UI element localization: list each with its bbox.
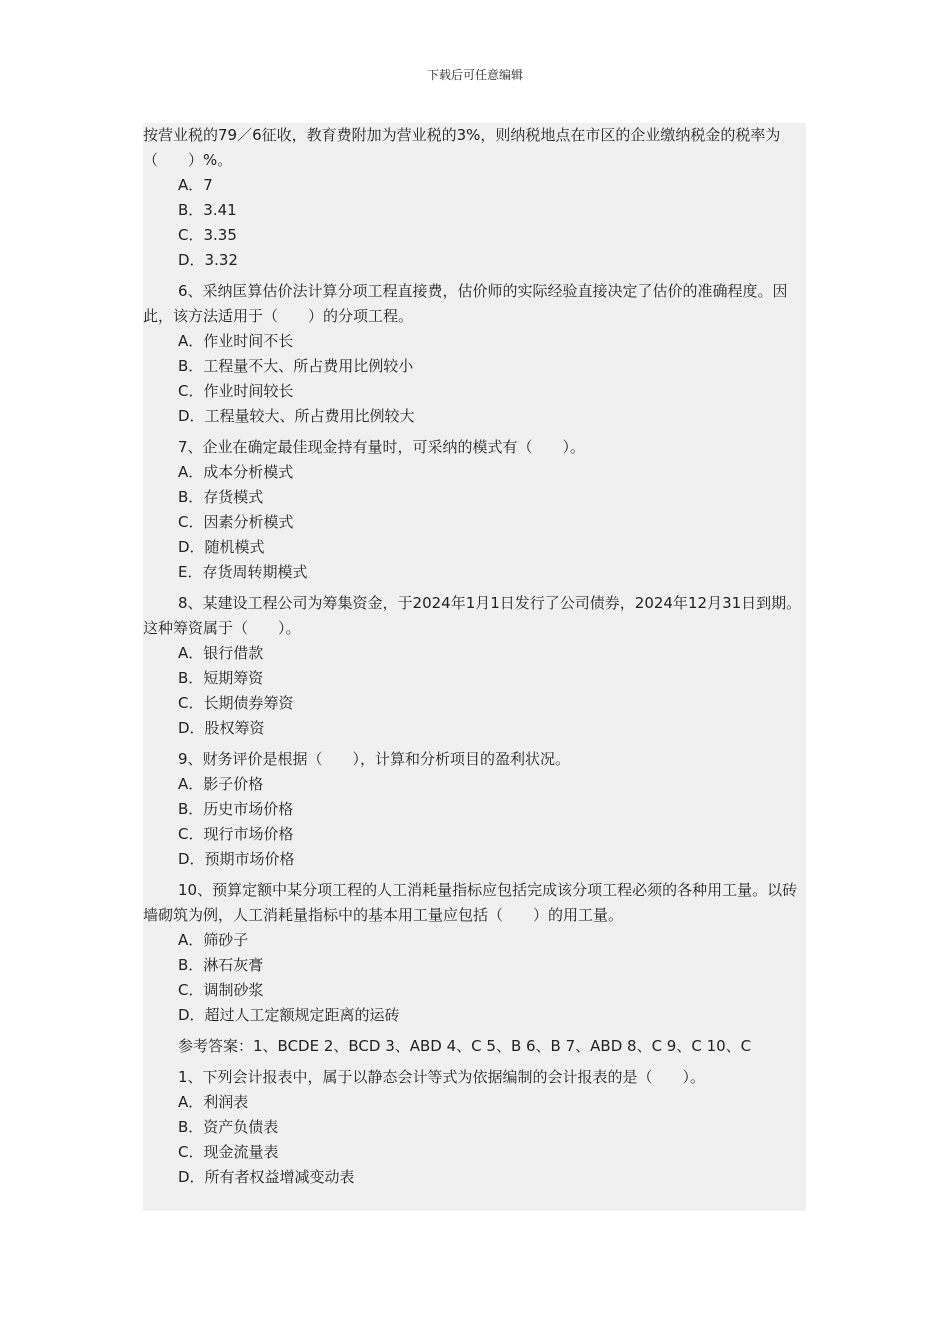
question-option: C．调制砂浆 — [178, 981, 264, 999]
question-option: D．3.32 — [178, 251, 238, 269]
question-stem: 1、下列会计报表中，属于以静态会计等式为依据编制的会计报表的是（ ）。 — [178, 1068, 706, 1086]
question-option: B．淋石灰膏 — [178, 956, 264, 974]
question-option: D．股权筹资 — [178, 719, 265, 737]
question-option: A．作业时间不长 — [178, 332, 294, 350]
question-option: D．预期市场价格 — [178, 850, 295, 868]
question-option: C．因素分析模式 — [178, 513, 294, 531]
question-content-block — [143, 123, 806, 1211]
question-stem: 10、预算定额中某分项工程的人工消耗量指标应包括完成该分项工程必须的各种用工量。以砖墙砌筑为例，人工消耗量指标中的基本用工量应包括（ ）的用工量。 — [143, 881, 798, 924]
question-option: C．现行市场价格 — [178, 825, 294, 843]
question-option: A．成本分析模式 — [178, 463, 294, 481]
question-option: D．工程量较大、所占费用比例较大 — [178, 407, 415, 425]
question-option: B．存货模式 — [178, 488, 264, 506]
question-option: B．历史市场价格 — [178, 800, 294, 818]
question-option: B．3.41 — [178, 201, 237, 219]
question-option: A．筛砂子 — [178, 931, 249, 949]
question-option: A．影子价格 — [178, 775, 264, 793]
question-stem: 7、企业在确定最佳现金持有量时，可采纳的模式有（ ）。 — [178, 438, 586, 456]
question-stem: 按营业税的79／6征收，教育费附加为营业税的3%，则纳税地点在市区的企业缴纳税金的税率为（ ）%。 — [143, 126, 781, 169]
question-option: C．作业时间较长 — [178, 382, 294, 400]
question-option: A．银行借款 — [178, 644, 264, 662]
question-option: C．3.35 — [178, 226, 237, 244]
question-option: D．随机模式 — [178, 538, 265, 556]
question-option: B．短期筹资 — [178, 669, 264, 687]
question-option: B．工程量不大、所占费用比例较小 — [178, 357, 414, 375]
question-option: D．超过人工定额规定距离的运砖 — [178, 1006, 400, 1024]
question-option: D．所有者权益增减变动表 — [178, 1168, 355, 1186]
question-option: C．长期债券筹资 — [178, 694, 294, 712]
question-option: A．利润表 — [178, 1093, 249, 1111]
page-header-note: 下载后可任意编辑 — [426, 68, 523, 82]
question-option: C．现金流量表 — [178, 1143, 279, 1161]
question-option: B．资产负债表 — [178, 1118, 279, 1136]
question-stem: 6、采纳匡算估价法计算分项工程直接费，估价师的实际经验直接决定了估价的准确程度。因此，该方法适用于（ ）的分项工程。 — [143, 282, 788, 325]
question-stem: 9、财务评价是根据（ ），计算和分析项目的盈利状况。 — [178, 750, 571, 768]
question-option: A．7 — [178, 176, 213, 194]
question-stem: 8、某建设工程公司为筹集资金，于2024年1月1日发行了公司债券，2024年12月31日到期。这种筹资属于（ ）。 — [143, 594, 802, 637]
question-option: E．存货周转期模式 — [178, 563, 308, 581]
question-stem: 参考答案：1、BCDE 2、BCD 3、ABD 4、C 5、B 6、B 7、ABD 8、C 9、C 10、C — [178, 1037, 752, 1055]
